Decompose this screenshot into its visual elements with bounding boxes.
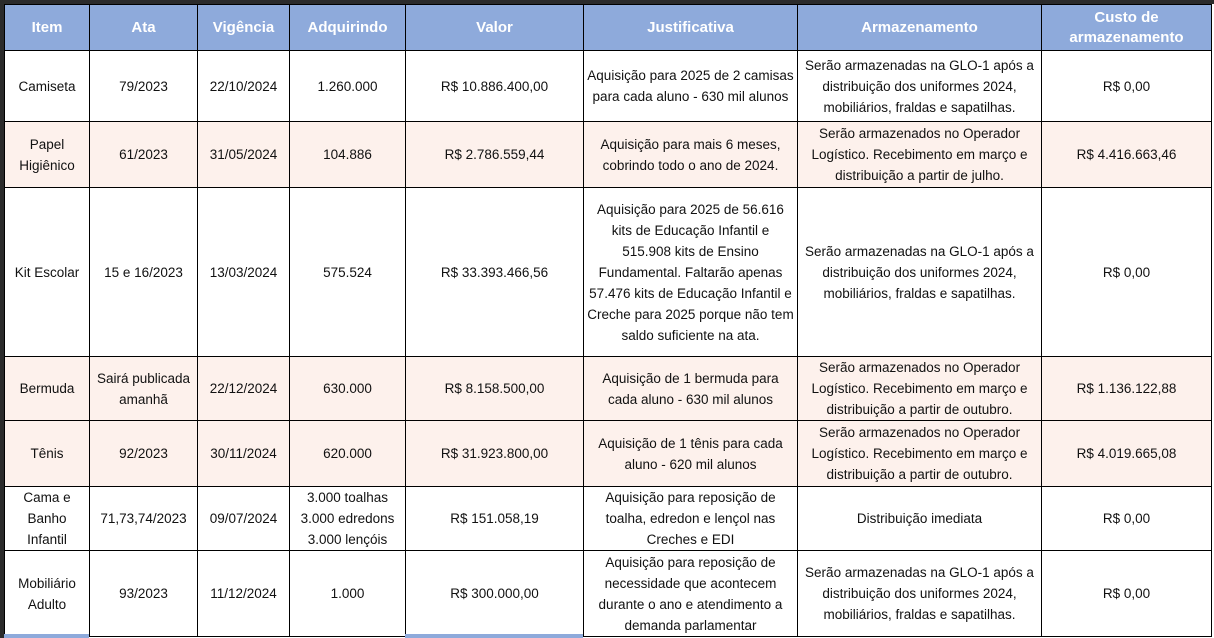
next-row-valor-cell[interactable] (405, 634, 583, 638)
cell-armazenamento[interactable]: Serão armazenadas na GLO-1 após a distribuição dos uniformes 2024, mobiliários, fraldas e sapatilhas. (798, 51, 1042, 122)
header-row (5, 5, 1212, 51)
next-row-item-cell[interactable] (4, 634, 89, 638)
cell-custo[interactable]: R$ 0,00 (1042, 551, 1212, 637)
cell-armazenamento[interactable]: Serão armazenados no Operador Logístico. Recebimento em março e distribuição a partir de outubro. (798, 421, 1042, 487)
cell-justificativa[interactable]: Aquisição para 2025 de 2 camisas para cada aluno - 630 mil alunos (584, 51, 798, 122)
cell-adquirindo[interactable]: 620.000 (290, 421, 406, 487)
cell-vigencia[interactable]: 11/12/2024 (198, 551, 290, 637)
cell-valor[interactable]: R$ 8.158.500,00 (406, 357, 584, 421)
cell-custo[interactable]: R$ 0,00 (1042, 487, 1212, 551)
cell-item[interactable]: Kit Escolar (5, 188, 90, 357)
cell-ata[interactable]: 79/2023 (90, 51, 198, 122)
cell-custo[interactable]: R$ 1.136.122,88 (1042, 357, 1212, 421)
cell-vigencia[interactable]: 22/10/2024 (198, 51, 290, 122)
cell-vigencia[interactable]: 31/05/2024 (198, 122, 290, 188)
cell-valor[interactable]: R$ 300.000,00 (406, 551, 584, 637)
cell-custo[interactable]: R$ 4.416.663,46 (1042, 122, 1212, 188)
cell-valor[interactable]: R$ 33.393.466,56 (406, 188, 584, 357)
cell-ata[interactable]: 15 e 16/2023 (90, 188, 198, 357)
cell-adquirindo[interactable]: 575.524 (290, 188, 406, 357)
cell-armazenamento[interactable]: Serão armazenados no Operador Logístico. Recebimento em março e distribuição a partir de outubro. (798, 357, 1042, 421)
cell-justificativa[interactable]: Aquisição para mais 6 meses, cobrindo todo o ano de 2024. (584, 122, 798, 188)
cell-valor[interactable]: R$ 31.923.800,00 (406, 421, 584, 487)
cell-vigencia[interactable]: 13/03/2024 (198, 188, 290, 357)
cell-armazenamento[interactable]: Serão armazenadas na GLO-1 após a distribuição dos uniformes 2024, mobiliários, fraldas e sapatilhas. (798, 551, 1042, 637)
cell-adquirindo[interactable]: 630.000 (290, 357, 406, 421)
header-adquirindo[interactable]: Adquirindo (290, 5, 406, 51)
table-row (5, 551, 1212, 637)
header-vigencia[interactable]: Vigência (198, 5, 290, 51)
cell-item[interactable]: Mobiliário Adulto (5, 551, 90, 637)
table-row (5, 421, 1212, 487)
header-item[interactable]: Item (5, 5, 90, 51)
cell-vigencia[interactable]: 09/07/2024 (198, 487, 290, 551)
cell-adquirindo[interactable]: 1.000 (290, 551, 406, 637)
table-row (5, 188, 1212, 357)
table-row (5, 357, 1212, 421)
cell-item[interactable]: Bermuda (5, 357, 90, 421)
cell-justificativa[interactable]: Aquisição de 1 tênis para cada aluno - 620 mil alunos (584, 421, 798, 487)
cell-ata[interactable]: 61/2023 (90, 122, 198, 188)
cell-adquirindo[interactable]: 1.260.000 (290, 51, 406, 122)
cell-justificativa[interactable]: Aquisição para reposição de necessidade que acontecem durante o ano e atendimento a demanda parlamentar (584, 551, 798, 637)
cell-valor[interactable]: R$ 2.786.559,44 (406, 122, 584, 188)
cell-valor[interactable]: R$ 151.058,19 (406, 487, 584, 551)
cell-item[interactable]: Tênis (5, 421, 90, 487)
cell-item[interactable]: Papel Higiênico (5, 122, 90, 188)
cell-justificativa[interactable]: Aquisição de 1 bermuda para cada aluno - 630 mil alunos (584, 357, 798, 421)
table-row (5, 122, 1212, 188)
cell-custo[interactable]: R$ 0,00 (1042, 188, 1212, 357)
cell-armazenamento[interactable]: Serão armazenadas na GLO-1 após a distribuição dos uniformes 2024, mobiliários, fraldas e sapatilhas. (798, 188, 1042, 357)
acquisitions-table (4, 4, 1212, 637)
header-ata[interactable]: Ata (90, 5, 198, 51)
table-row (5, 51, 1212, 122)
cell-ata[interactable]: 92/2023 (90, 421, 198, 487)
table-row (5, 487, 1212, 551)
cell-ata[interactable]: 71,73,74/2023 (90, 487, 198, 551)
cell-justificativa[interactable]: Aquisição para 2025 de 56.616 kits de Educação Infantil e 515.908 kits de Ensino Fundamental. Faltarão apenas 57.476 kits de Educação Infantil e Creche para 2025 porque não tem saldo suficiente na ata. (584, 188, 798, 357)
cell-ata[interactable]: Sairá publicada amanhã (90, 357, 198, 421)
cell-item[interactable]: Cama e Banho Infantil (5, 487, 90, 551)
header-armazenamento[interactable]: Armazenamento (798, 5, 1042, 51)
cell-valor[interactable]: R$ 10.886.400,00 (406, 51, 584, 122)
cell-vigencia[interactable]: 30/11/2024 (198, 421, 290, 487)
cell-vigencia[interactable]: 22/12/2024 (198, 357, 290, 421)
cell-armazenamento[interactable]: Distribuição imediata (798, 487, 1042, 551)
cell-armazenamento[interactable]: Serão armazenados no Operador Logístico. Recebimento em março e distribuição a partir de julho. (798, 122, 1042, 188)
cell-ata[interactable]: 93/2023 (90, 551, 198, 637)
cell-adquirindo[interactable]: 104.886 (290, 122, 406, 188)
cell-adquirindo[interactable]: 3.000 toalhas 3.000 edredons 3.000 lençóis (290, 487, 406, 551)
header-justificativa[interactable]: Justificativa (584, 5, 798, 51)
cell-custo[interactable]: R$ 0,00 (1042, 51, 1212, 122)
header-custo[interactable]: Custo de armazenamento (1042, 5, 1212, 51)
cell-item[interactable]: Camiseta (5, 51, 90, 122)
header-valor[interactable]: Valor (406, 5, 584, 51)
cell-custo[interactable]: R$ 4.019.665,08 (1042, 421, 1212, 487)
cell-justificativa[interactable]: Aquisição para reposição de toalha, edredon e lençol nas Creches e EDI (584, 487, 798, 551)
